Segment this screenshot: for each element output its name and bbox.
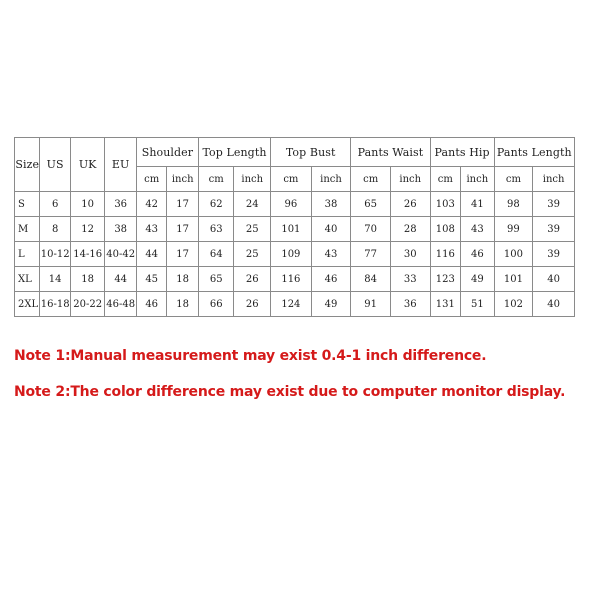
table-cell: 116: [430, 242, 460, 267]
unit-cell: cm: [198, 167, 234, 192]
table-cell: 44: [136, 242, 166, 267]
table-row: [15, 192, 575, 217]
table-row: [15, 267, 575, 292]
header-top-bust: Top Bust: [271, 138, 351, 167]
table-cell: 10: [70, 192, 105, 217]
unit-cell: cm: [271, 167, 312, 192]
table-cell: 51: [461, 292, 495, 317]
table-cell: 62: [198, 192, 234, 217]
table-cell: 99: [494, 217, 533, 242]
table-cell: 40: [533, 292, 575, 317]
table-cell: 38: [105, 217, 137, 242]
table-cell: 77: [351, 242, 391, 267]
table-cell: 45: [136, 267, 166, 292]
table-cell: 40: [533, 267, 575, 292]
size-label-cell: L: [15, 242, 40, 267]
table-cell: 44: [105, 267, 137, 292]
note-1: Note 1:Manual measurement may exist 0.4-1 inch difference.: [14, 348, 487, 364]
table-cell: 116: [271, 267, 312, 292]
table-cell: 26: [234, 292, 271, 317]
unit-cell: inch: [311, 167, 351, 192]
table-cell: 39: [533, 242, 575, 267]
size-label-cell: 2XL: [15, 292, 40, 317]
table-cell: 46-48: [105, 292, 137, 317]
table-cell: 103: [430, 192, 460, 217]
header-uk: UK: [70, 138, 105, 192]
table-cell: 40: [311, 217, 351, 242]
table-cell: 46: [461, 242, 495, 267]
header-eu: EU: [105, 138, 137, 192]
unit-cell: cm: [351, 167, 391, 192]
table-cell: 84: [351, 267, 391, 292]
table-row: [15, 292, 575, 317]
unit-cell: cm: [494, 167, 533, 192]
table-cell: 46: [311, 267, 351, 292]
header-us: US: [40, 138, 70, 192]
size-label-cell: S: [15, 192, 40, 217]
table-cell: 65: [351, 192, 391, 217]
table-cell: 102: [494, 292, 533, 317]
table-cell: 98: [494, 192, 533, 217]
table-cell: 17: [167, 242, 199, 267]
header-pants-length: Pants Length: [494, 138, 574, 167]
header-pants-hip: Pants Hip: [430, 138, 494, 167]
table-cell: 8: [40, 217, 70, 242]
table-cell: 63: [198, 217, 234, 242]
table-cell: 39: [533, 217, 575, 242]
size-label-cell: XL: [15, 267, 40, 292]
table-cell: 123: [430, 267, 460, 292]
table-cell: 36: [390, 292, 430, 317]
table-cell: 42: [136, 192, 166, 217]
table-cell: 101: [271, 217, 312, 242]
table-cell: 100: [494, 242, 533, 267]
table-cell: 36: [105, 192, 137, 217]
table-cell: 41: [461, 192, 495, 217]
table-cell: 96: [271, 192, 312, 217]
table-cell: 6: [40, 192, 70, 217]
table-cell: 18: [167, 267, 199, 292]
table-cell: 18: [70, 267, 105, 292]
table-cell: 66: [198, 292, 234, 317]
table-cell: 109: [271, 242, 312, 267]
note-2: Note 2:The color difference may exist due to computer monitor display.: [14, 384, 566, 400]
unit-cell: cm: [430, 167, 460, 192]
table-cell: 124: [271, 292, 312, 317]
table-cell: 26: [234, 267, 271, 292]
table-cell: 101: [494, 267, 533, 292]
size-chart-table: [14, 137, 575, 317]
table-cell: 12: [70, 217, 105, 242]
table-cell: 131: [430, 292, 460, 317]
unit-cell: inch: [533, 167, 575, 192]
table-cell: 43: [311, 242, 351, 267]
table-cell: 18: [167, 292, 199, 317]
table-cell: 43: [461, 217, 495, 242]
table-cell: 49: [461, 267, 495, 292]
table-cell: 33: [390, 267, 430, 292]
table-cell: 39: [533, 192, 575, 217]
table-cell: 108: [430, 217, 460, 242]
table-cell: 17: [167, 217, 199, 242]
table-row: [15, 242, 575, 267]
table-cell: 49: [311, 292, 351, 317]
table-cell: 30: [390, 242, 430, 267]
unit-cell: inch: [390, 167, 430, 192]
table-cell: 91: [351, 292, 391, 317]
table-cell: 43: [136, 217, 166, 242]
table-cell: 10-12: [40, 242, 70, 267]
unit-cell: cm: [136, 167, 166, 192]
header-size: Size: [15, 138, 40, 192]
header-shoulder: Shoulder: [136, 138, 198, 167]
table-cell: 14-16: [70, 242, 105, 267]
table-cell: 25: [234, 217, 271, 242]
table-body: [15, 192, 575, 317]
unit-cell: inch: [167, 167, 199, 192]
table-cell: 20-22: [70, 292, 105, 317]
size-label-cell: M: [15, 217, 40, 242]
unit-cell: inch: [461, 167, 495, 192]
table-cell: 28: [390, 217, 430, 242]
table-cell: 25: [234, 242, 271, 267]
header-pants-waist: Pants Waist: [351, 138, 430, 167]
header-top-length: Top Length: [198, 138, 270, 167]
table-row: [15, 217, 575, 242]
table-cell: 65: [198, 267, 234, 292]
table-cell: 40-42: [105, 242, 137, 267]
table-cell: 24: [234, 192, 271, 217]
header-row: [15, 138, 575, 167]
table-cell: 46: [136, 292, 166, 317]
table-cell: 64: [198, 242, 234, 267]
table-cell: 16-18: [40, 292, 70, 317]
table-cell: 26: [390, 192, 430, 217]
unit-cell: inch: [234, 167, 271, 192]
table-cell: 70: [351, 217, 391, 242]
table-cell: 17: [167, 192, 199, 217]
table-cell: 14: [40, 267, 70, 292]
table-cell: 38: [311, 192, 351, 217]
